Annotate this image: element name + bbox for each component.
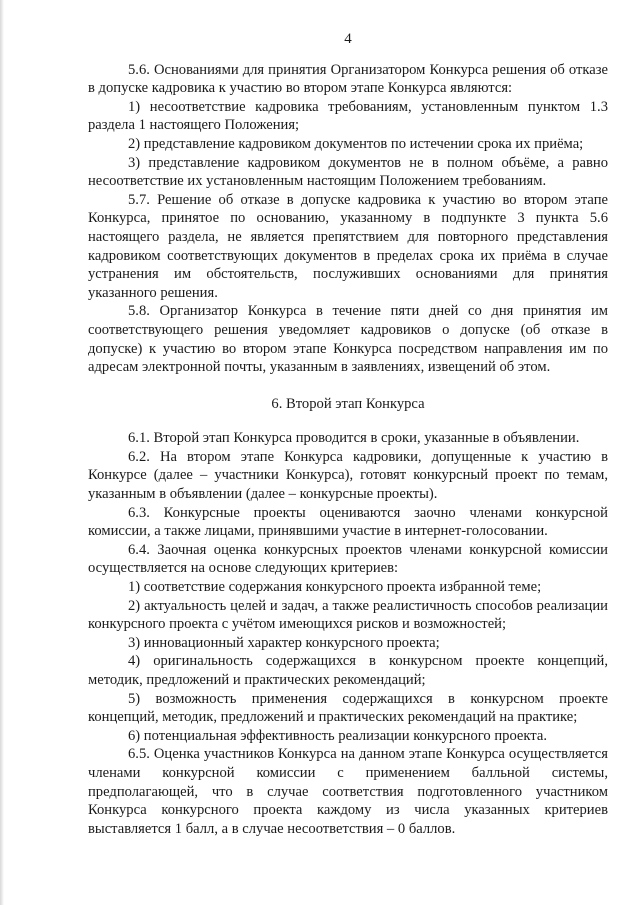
paragraph-6-4: 6.4. Заочная оценка конкурсных проектов членами конкурсной комиссии осуществляется на основе следующих критериев: (88, 541, 608, 577)
list-item-5-6-2: 2) представление кадровиком документов по истечении срока их приёма; (128, 135, 584, 152)
criterion-4: 4) оригинальность содержащихся в конкурсном проекте концепций, методик, предложений и практических рекомендаций; (88, 653, 608, 688)
paragraph-5-6: 5.6. Основаниями для принятия Организатором Конкурса решения об отказе в допуске кадровика к участию во втором этапе Конкурса являются: (88, 61, 608, 97)
paragraph-5-7: 5.7. Решение об отказе в допуске кадровика к участию во втором этапе Конкурса, принятое по основанию, указанному в подпункте 3 пункта 5.6 настоящего раздела, не является препятствием для повторного представления кадровиком соответствующих документов в пределах срока их приёма в случае устранения им обстоятельств, послуживших основаниями для принятия указанного решения. (88, 191, 608, 301)
criterion-2: 2) актуальность целей и задач, а также реалистичность способов реализации конкурсного проекта с учётом имеющихся рисков и возможностей; (88, 597, 608, 633)
page-number: 4 (344, 31, 352, 47)
criterion-3: 3) инновационный характер конкурсного проекта; (128, 634, 440, 651)
section-5-body (88, 61, 608, 377)
scan-edge (0, 0, 4, 905)
criterion-6: 6) потенциальная эффективность реализации конкурсного проекта. (128, 727, 547, 744)
paragraph-6-1: 6.1. Второй этап Конкурса проводится в сроки, указанные в объявлении. (128, 430, 580, 447)
section-6-body (88, 429, 608, 838)
section-6-heading: 6. Второй этап Конкурса (271, 395, 425, 412)
document-page (88, 30, 608, 838)
list-item-5-6-1: 1) несоответствие кадровика требованиям, установленным пунктом 1.3 раздела 1 настоящего Положения; (88, 98, 608, 134)
paragraph-6-2: 6.2. На втором этапе Конкурса кадровики, допущенные к участию в Конкурсе (далее – участники Конкурса), готовят конкурсный проект по темам, указанным в объявлении (далее – конкурсные проекты). (88, 448, 608, 503)
paragraph-6-3: 6.3. Конкурсные проекты оцениваются заочно членами конкурсной комиссии, а также лицами, принявшими участие в интернет-голосовании. (88, 504, 608, 540)
paragraph-5-8: 5.8. Организатор Конкурса в течение пяти дней со дня принятия им соответствующего решения уведомляет кадровиков о допуске (об отказе в допуске) к участию во втором этапе Конкурса посредством направления им по адресам электронной почты, указанным в заявлениях, извещений об этом. (88, 303, 608, 376)
criterion-5: 5) возможность применения содержащихся в конкурсном проекте концепций, методик, предложений и практических рекомендаций на практике; (88, 690, 608, 726)
paragraph-6-5: 6.5. Оценка участников Конкурса на данном этапе Конкурса осуществляется членами конкурсной комиссии с применением балльной системы, предполагающей, что в случае соответствия подготовленного участником Конкурса конкурсного проекта каждому из числа указанных критериев выставляется 1 балл, а в случае несоответствия – 0 баллов. (88, 746, 608, 837)
criterion-1: 1) соответствие содержания конкурсного проекта избранной теме; (128, 579, 542, 596)
list-item-5-6-3: 3) представление кадровиком документов не в полном объёме, а равно несоответствие их установленным настоящим Положением требованиям. (88, 154, 608, 190)
